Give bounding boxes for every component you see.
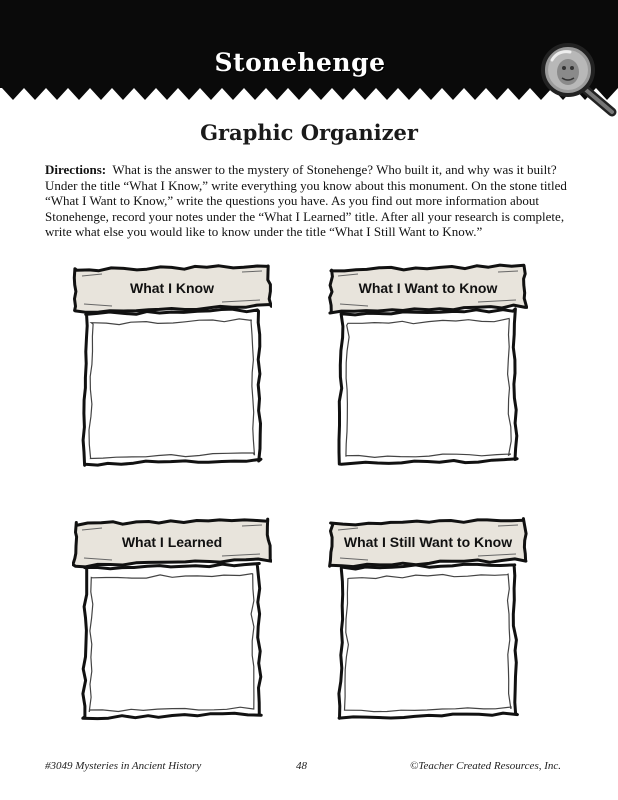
directions-label: Directions: <box>45 162 107 177</box>
notes-area[interactable] <box>350 584 506 708</box>
notes-area[interactable] <box>350 330 506 454</box>
stone-what-i-still-want-to-know <box>328 516 528 726</box>
stone-what-i-want-to-know <box>328 262 528 472</box>
stone-title: What I Still Want to Know <box>343 534 513 550</box>
stone-what-i-know <box>72 262 272 472</box>
stone-title: What I Know <box>130 280 214 296</box>
stone-title: What I Learned <box>121 534 223 550</box>
footer-copyright: ©Teacher Created Resources, Inc. <box>410 760 562 772</box>
banner-title: Stonehenge <box>214 48 386 77</box>
footer-page-number: 48 <box>296 760 307 772</box>
notes-area[interactable] <box>94 330 250 454</box>
directions-paragraph <box>45 162 575 240</box>
stone-title: What I Want to Know <box>358 280 498 296</box>
notes-area[interactable] <box>94 584 250 708</box>
directions-text: What is the answer to the mystery of Stonehenge? Who built it, and why was it built? Under the title “What I Know,” write everything you know about this monument. On the stone titled “What I Want to Know,” write the questions you have. As you find out more information about Stonehenge, record your notes under the “What I Learned” title. After all your research is complete, write what else you would like to know under the title “What I Still Want to Know.” <box>45 162 567 239</box>
page-title: Graphic Organizer <box>200 120 418 145</box>
header-banner <box>0 0 618 112</box>
footer-book-title: #3049 Mysteries in Ancient History <box>45 760 202 772</box>
stone-what-i-learned <box>72 516 272 726</box>
